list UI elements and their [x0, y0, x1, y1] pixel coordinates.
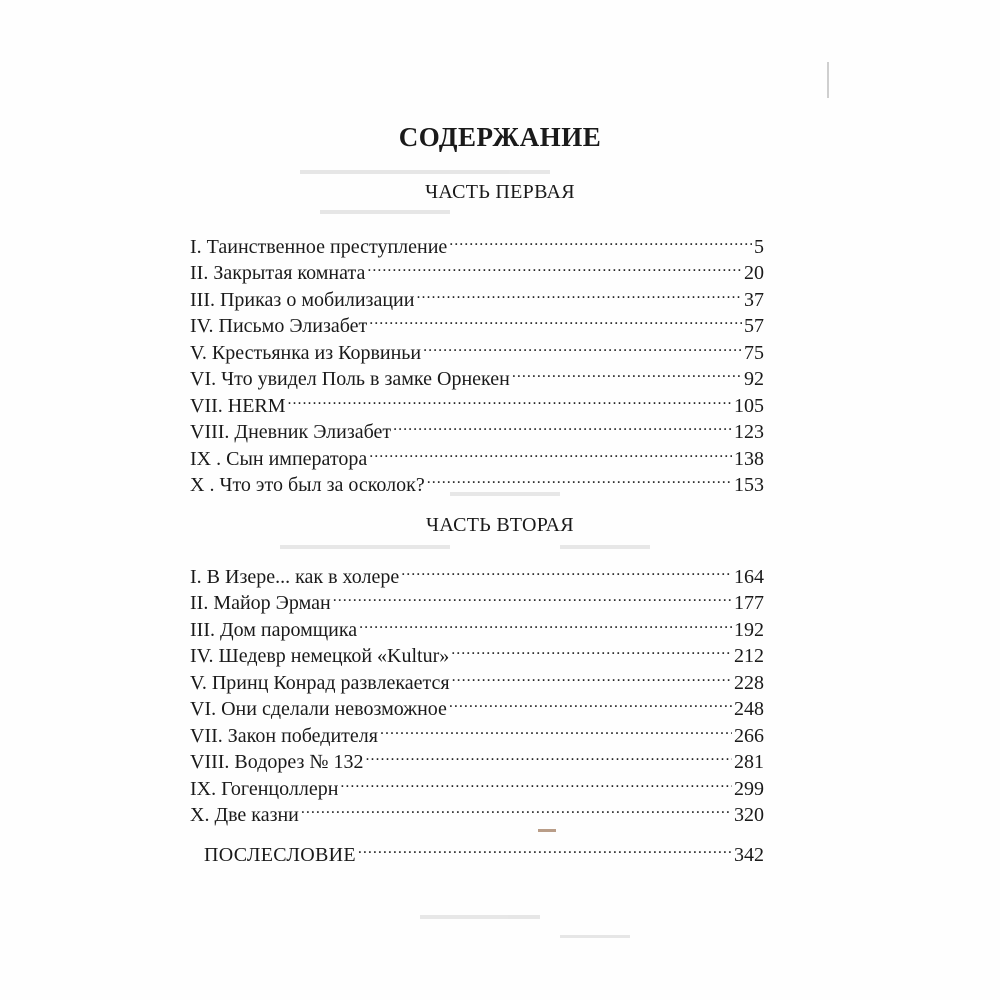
toc-entry-title: II. Майор Эрман	[190, 592, 331, 614]
dot-leader	[359, 609, 732, 636]
dot-leader	[288, 385, 732, 412]
toc-entry-page: 20	[744, 262, 764, 284]
dot-leader	[449, 689, 732, 716]
toc-entry-title: I. Таинственное преступление	[190, 235, 448, 258]
toc-entry-page: 57	[744, 315, 764, 337]
toc-entry-page: 37	[744, 288, 764, 311]
toc-entry-title: IV. Шедевр немецкой «Kultur»	[190, 645, 450, 667]
afterword-entry	[204, 834, 764, 866]
toc-entry-title: X. Две казни	[190, 804, 299, 826]
toc-entry-page: 266	[734, 724, 764, 747]
toc-entry	[204, 834, 764, 866]
toc-entry-title: VI. Они сделали невозможное	[190, 698, 447, 720]
toc-entry-title: X . Что это был за осколок?	[190, 474, 425, 496]
toc-entry-title: I. В Изере... как в холере	[190, 565, 400, 588]
part-one-toc	[190, 226, 764, 496]
part-two-toc	[190, 556, 764, 826]
dot-leader	[452, 662, 732, 689]
toc-entry-title: VII. Закон победителя	[190, 724, 378, 747]
dot-leader	[451, 636, 732, 663]
dot-leader	[401, 556, 732, 583]
part-two-heading: ЧАСТЬ ВТОРАЯ	[426, 514, 574, 536]
toc-entry-page: 138	[734, 447, 764, 470]
toc-entry-page: 228	[734, 671, 764, 694]
toc-entry-page: 192	[734, 618, 764, 641]
page-title: СОДЕРЖАНИЕ	[398, 122, 602, 152]
toc-entry-title: II. Закрытая комната	[190, 262, 366, 284]
dot-leader	[393, 412, 732, 439]
dot-leader	[369, 306, 742, 333]
toc-entry-title: V. Принц Конрад развлекается	[190, 671, 450, 694]
dot-leader	[380, 715, 732, 742]
dot-leader	[449, 226, 752, 253]
toc-entry-page: 177	[734, 592, 764, 614]
toc-entry	[190, 556, 764, 588]
dot-leader	[365, 742, 732, 769]
toc-entry-title: ПОСЛЕСЛОВИЕ	[204, 843, 356, 866]
toc-entry-page: 164	[734, 565, 764, 588]
dot-leader	[340, 768, 732, 795]
dot-leader	[367, 253, 742, 280]
dot-leader	[416, 279, 742, 306]
toc-entry-page: 5	[754, 235, 764, 258]
toc-entry-title: V. Крестьянка из Корвиньи	[190, 341, 422, 364]
dot-leader	[427, 465, 732, 492]
toc-entry-page: 153	[734, 474, 764, 496]
dot-leader	[512, 359, 742, 386]
dot-leader	[333, 583, 732, 610]
toc-entry-title: III. Дом паромщика	[190, 618, 358, 641]
toc-entry-page: 123	[734, 421, 764, 443]
toc-entry-page: 299	[734, 777, 764, 800]
dot-leader	[358, 834, 732, 861]
toc-entry-title: IV. Письмо Элизабет	[190, 315, 368, 337]
dot-leader	[369, 438, 732, 465]
toc-entry-page: 320	[734, 804, 764, 826]
part-one-heading: ЧАСТЬ ПЕРВАЯ	[425, 181, 575, 203]
toc-entry-page: 281	[734, 751, 764, 773]
toc-entry-page: 342	[734, 843, 764, 866]
toc-entry-title: VIII. Водорез № 132	[190, 751, 364, 773]
toc-entry-page: 75	[744, 341, 764, 364]
toc-entry-page: 92	[744, 368, 764, 390]
toc-entry-title: III. Приказ о мобилизации	[190, 288, 415, 311]
toc-entry	[190, 226, 764, 258]
toc-entry-title: IX. Гогенцоллерн	[190, 777, 339, 800]
dot-leader	[301, 795, 732, 822]
toc-entry-title: VIII. Дневник Элизабет	[190, 421, 392, 443]
toc-entry-page: 212	[734, 645, 764, 667]
dot-leader	[423, 332, 742, 359]
toc-entry-page: 105	[734, 394, 764, 417]
toc-entry-title: IX . Сын императора	[190, 447, 368, 470]
toc-entry-title: VII. HERM	[190, 394, 286, 417]
toc-entry-page: 248	[734, 698, 764, 720]
toc-entry-title: VI. Что увидел Поль в замке Орнекен	[190, 368, 510, 390]
